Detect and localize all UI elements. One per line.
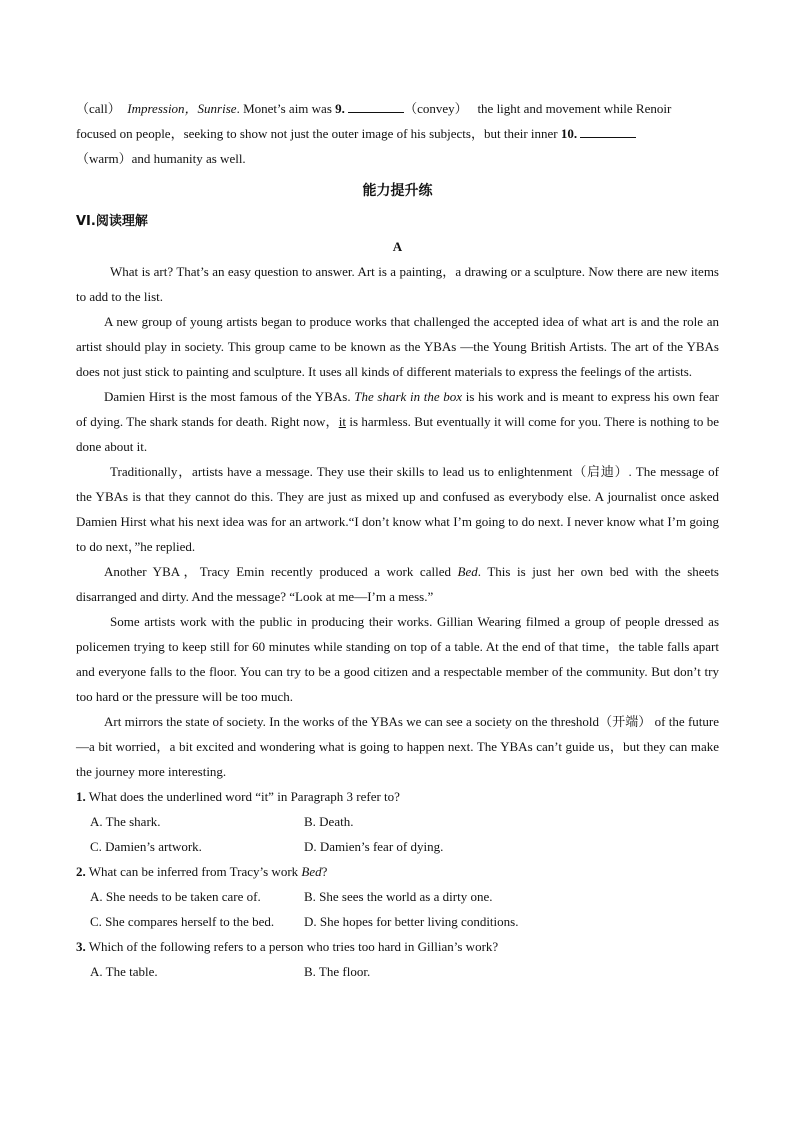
- text-run: the light and movement while Renoir: [474, 101, 672, 116]
- options-row: [76, 884, 719, 909]
- exercise-line-3: [76, 146, 719, 171]
- text-run: is his work and is meant to express his own fear of dying. The shark stands for death. Right now，: [76, 389, 720, 429]
- question-text: What does the underlined word “it” in Paragraph 3 refer to?: [85, 789, 400, 804]
- paragraph-1: What is art? That’s an easy question to answer. Art is a painting，a drawing or a sculpture. Now there are new items to add to the list.: [76, 264, 719, 304]
- question-text: Which of the following refers to a person who tries too hard in Gillian’s work?: [85, 939, 499, 954]
- text-run: Another YBA，Tracy Emin recently produced a work called: [104, 564, 458, 579]
- question-3: [76, 934, 719, 959]
- question-number: 3.: [76, 939, 86, 954]
- artwork-title: Bed: [457, 564, 478, 579]
- options-row: [76, 809, 719, 834]
- text-run: Damien Hirst is the most famous of the YBAs.: [104, 389, 355, 404]
- paragraph-3: [76, 384, 719, 459]
- option-b[interactable]: B. The floor.: [304, 964, 371, 979]
- option-b[interactable]: B. Death.: [304, 814, 354, 829]
- exercise-line-2: [76, 121, 719, 146]
- underlined-word: it: [338, 414, 346, 429]
- option-a[interactable]: A. The shark.: [90, 814, 161, 829]
- paragraph-4: Traditionally，artists have a message. They use their skills to lead us to enlightenment（启迪）. The message of the YBAs is that they cannot do this. They are just as mixed up and confused as everybody else. A journalist once asked Damien Hirst what his next idea was for an artwork.“I don’t know what I’m going to do next. I never know what I’m going to do next，”he replied.: [76, 464, 719, 554]
- question-text: ?: [321, 864, 328, 879]
- options-row: [76, 959, 719, 984]
- question-2: [76, 859, 719, 884]
- option-d[interactable]: D. She hopes for better living conditions.: [304, 914, 519, 929]
- artwork-title: The shark in the box: [354, 389, 463, 404]
- artwork-title: Bed: [301, 864, 322, 879]
- question-text: What can be inferred from Tracy’s work: [85, 864, 302, 879]
- section-title: 能力提升练: [362, 183, 433, 199]
- option-c[interactable]: C. She compares herself to the bed.: [90, 914, 275, 929]
- options-row: [76, 909, 719, 934]
- text-run: （warm）and humanity as well.: [76, 151, 246, 166]
- blank-number: 9.: [335, 101, 345, 116]
- blank-number: 10.: [560, 126, 578, 141]
- option-d[interactable]: D. Damien’s fear of dying.: [304, 839, 444, 854]
- option-c[interactable]: C. Damien’s artwork.: [90, 839, 202, 854]
- exercise-line-1: [76, 96, 719, 121]
- text-run: focused on people，seeking to show not just the outer image of his subjects，but their inner: [76, 126, 561, 141]
- paragraph-7: Art mirrors the state of society. In the works of the YBAs we can see a society on the threshold（开端） of the future—a bit worried，a bit excited and wondering what is going to happen next. The YBAs can’t guide us，but they can make the journey more interesting.: [76, 714, 719, 779]
- question-number: 2.: [76, 864, 86, 879]
- text-run: . This is just her own bed with the sheets disarranged and dirty. And the message? “Look at me—I’m a mess.”: [76, 564, 719, 604]
- paragraph-6: Some artists work with the public in producing their works. Gillian Wearing filmed a group of people dressed as policemen trying to keep still for 60 minutes while standing on top of a table. At the end of that time，the table falls apart and everyone falls to the floor. You can try to be a good citizen and a respectable member of the community. But don’t try too hard or the pressure will be too much.: [76, 614, 719, 704]
- text-run: . Monet’s aim was: [236, 101, 336, 116]
- part-title: VI.阅读理解: [76, 214, 148, 229]
- answer-blank-9[interactable]: [348, 99, 404, 113]
- question-1: [76, 784, 719, 809]
- answer-blank-10[interactable]: [580, 124, 636, 138]
- word-hint: （call）: [76, 101, 121, 116]
- passage-label: A: [392, 239, 403, 254]
- option-a[interactable]: A. She needs to be taken care of.: [90, 889, 261, 904]
- text-run: is harmless. But eventually it will come for you. There is nothing to be done about it.: [76, 414, 719, 454]
- word-hint: （convey）: [404, 101, 468, 116]
- paragraph-2: A new group of young artists began to produce works that challenged the accepted idea of what art is and the role an artist should play in society. This group came to be known as the YBAs —the Young British Artists. The art of the YBAs does not just stick to painting and sculpture. It uses all kinds of different materials to express the feelings of the artists.: [76, 314, 719, 379]
- option-b[interactable]: B. She sees the world as a dirty one.: [304, 889, 493, 904]
- options-row: [76, 834, 719, 859]
- painting-title: Impression，Sunrise: [127, 101, 237, 116]
- option-a[interactable]: A. The table.: [90, 964, 158, 979]
- paragraph-5: [76, 559, 719, 609]
- worksheet-page: [76, 96, 719, 984]
- question-number: 1.: [76, 789, 86, 804]
